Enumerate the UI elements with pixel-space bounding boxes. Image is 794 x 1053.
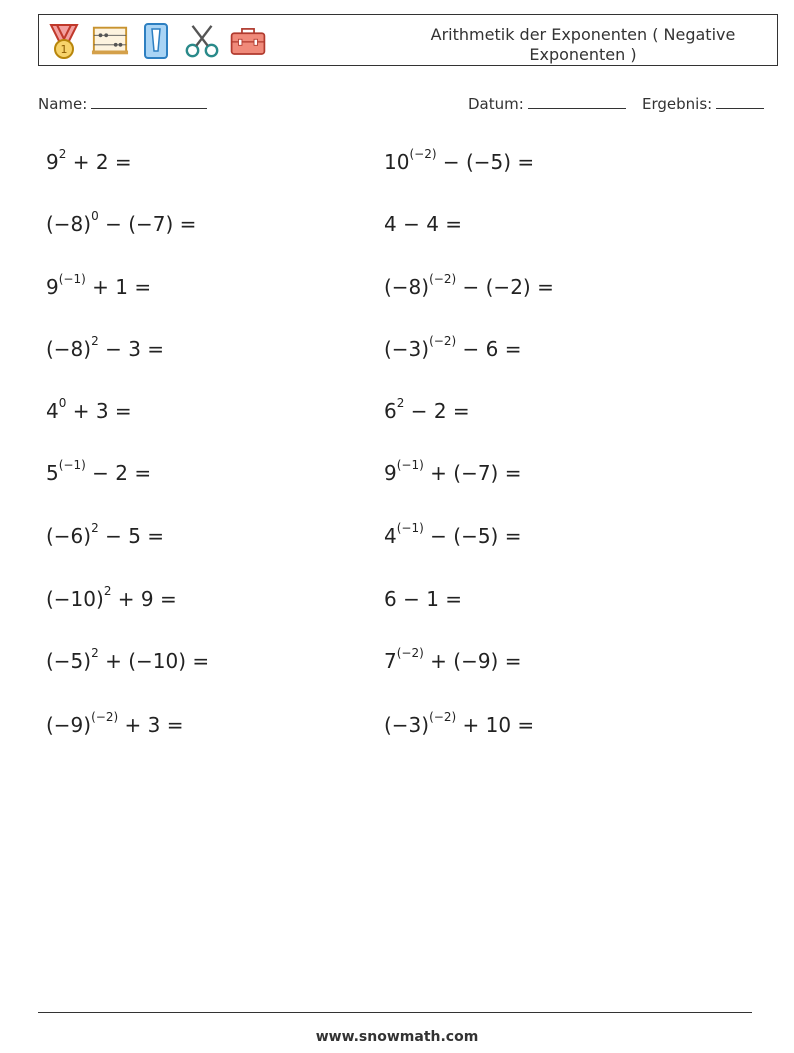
problem-base: 4 − 4 = <box>384 212 463 236</box>
problem-exponent: (−2) <box>429 272 457 287</box>
problem-exponent: 0 <box>58 396 67 411</box>
problem-rest: − (−7) = <box>98 212 197 236</box>
problem-base: 9 <box>46 150 59 174</box>
problem-rest: − (−5) = <box>423 524 522 548</box>
problem-base: 6 <box>384 399 397 423</box>
problem-10 <box>384 396 470 423</box>
problem-exponent: (−1) <box>58 458 86 473</box>
problem-base: 9 <box>46 275 59 299</box>
problem-exponent: (−2) <box>429 710 457 725</box>
problem-rest: − 5 = <box>98 524 165 548</box>
problem-rest: + 10 = <box>456 713 535 737</box>
footer-divider <box>38 1012 752 1013</box>
problem-11 <box>46 458 152 485</box>
problem-8 <box>384 334 522 361</box>
problem-exponent: (−1) <box>396 458 424 473</box>
problem-17 <box>46 646 210 673</box>
problem-16 <box>384 587 462 611</box>
problem-13 <box>46 521 165 548</box>
problem-19 <box>46 710 184 737</box>
problem-1 <box>46 147 132 174</box>
problem-7 <box>46 334 165 361</box>
problem-12 <box>384 458 522 485</box>
sharpener-icon <box>137 21 175 61</box>
problem-exponent: 2 <box>91 521 99 536</box>
svg-text:1: 1 <box>60 43 68 56</box>
problem-exponent: (−2) <box>91 710 119 725</box>
problem-base: (−8) <box>384 275 430 299</box>
problem-rest: + (−9) = <box>423 649 522 673</box>
worksheet-header <box>38 14 778 66</box>
problem-rest: − 3 = <box>98 337 165 361</box>
problem-rest: − 6 = <box>456 337 522 361</box>
problem-base: (−8) <box>46 337 92 361</box>
problem-base: 5 <box>46 461 59 485</box>
problem-base: 9 <box>384 461 397 485</box>
problem-14 <box>384 521 522 548</box>
problem-2 <box>384 147 535 174</box>
problem-base: (−3) <box>384 713 430 737</box>
problem-rest: + (−7) = <box>423 461 522 485</box>
problem-base: (−10) <box>46 587 104 611</box>
name-field[interactable] <box>38 94 207 113</box>
problem-exponent: (−2) <box>396 646 424 661</box>
date-label: Datum: <box>468 95 524 113</box>
problem-15 <box>46 584 177 611</box>
problem-exponent: 2 <box>396 396 405 411</box>
problem-exponent: (−2) <box>409 147 437 162</box>
abacus-icon <box>91 21 129 61</box>
problem-rest: − 2 = <box>404 399 470 423</box>
problem-base: 6 − 1 = <box>384 587 463 611</box>
problem-base: 4 <box>46 399 59 423</box>
problem-20 <box>384 710 535 737</box>
problem-3 <box>46 209 197 236</box>
problem-rest: + 3 = <box>66 399 132 423</box>
problem-exponent: 2 <box>91 646 99 661</box>
problem-rest: + 9 = <box>111 587 177 611</box>
medal-icon <box>45 21 83 61</box>
problem-base: (−5) <box>46 649 92 673</box>
scissors-icon <box>183 21 221 61</box>
result-blank[interactable] <box>716 94 764 109</box>
problem-exponent: (−1) <box>58 272 86 287</box>
problem-rest: + 2 = <box>66 150 132 174</box>
problem-4 <box>384 212 462 236</box>
problem-rest: + (−10) = <box>98 649 210 673</box>
problem-rest: + 1 = <box>85 275 152 299</box>
problem-rest: − (−5) = <box>436 150 535 174</box>
date-field[interactable] <box>468 94 626 113</box>
problem-base: (−3) <box>384 337 430 361</box>
problem-exponent: 2 <box>58 147 67 162</box>
problem-6 <box>384 272 554 299</box>
name-blank[interactable] <box>91 94 207 109</box>
problem-base: (−8) <box>46 212 92 236</box>
problem-9 <box>46 396 132 423</box>
result-field[interactable] <box>642 94 764 113</box>
problem-base: (−9) <box>46 713 92 737</box>
name-label: Name: <box>38 95 88 113</box>
footer-url: www.snowmath.com <box>315 1029 479 1045</box>
problem-rest: + 3 = <box>118 713 184 737</box>
problem-exponent: (−2) <box>429 334 457 349</box>
briefcase-icon <box>229 21 267 61</box>
problem-base: 10 <box>384 150 410 174</box>
problem-exponent: (−1) <box>396 521 424 536</box>
problem-exponent: 0 <box>91 209 99 224</box>
problem-rest: − 2 = <box>85 461 152 485</box>
header-icons <box>45 21 267 61</box>
problem-base: (−6) <box>46 524 92 548</box>
problem-exponent: 2 <box>103 584 112 599</box>
problem-base: 7 <box>384 649 397 673</box>
problem-exponent: 2 <box>91 334 99 349</box>
problem-base: 4 <box>384 524 397 548</box>
problem-rest: − (−2) = <box>456 275 554 299</box>
worksheet-title: Arithmetik der Exponenten ( Negative Exponenten ) <box>430 25 736 64</box>
result-label: Ergebnis: <box>642 95 713 113</box>
problem-18 <box>384 646 522 673</box>
date-blank[interactable] <box>528 94 626 109</box>
problem-5 <box>46 272 152 299</box>
